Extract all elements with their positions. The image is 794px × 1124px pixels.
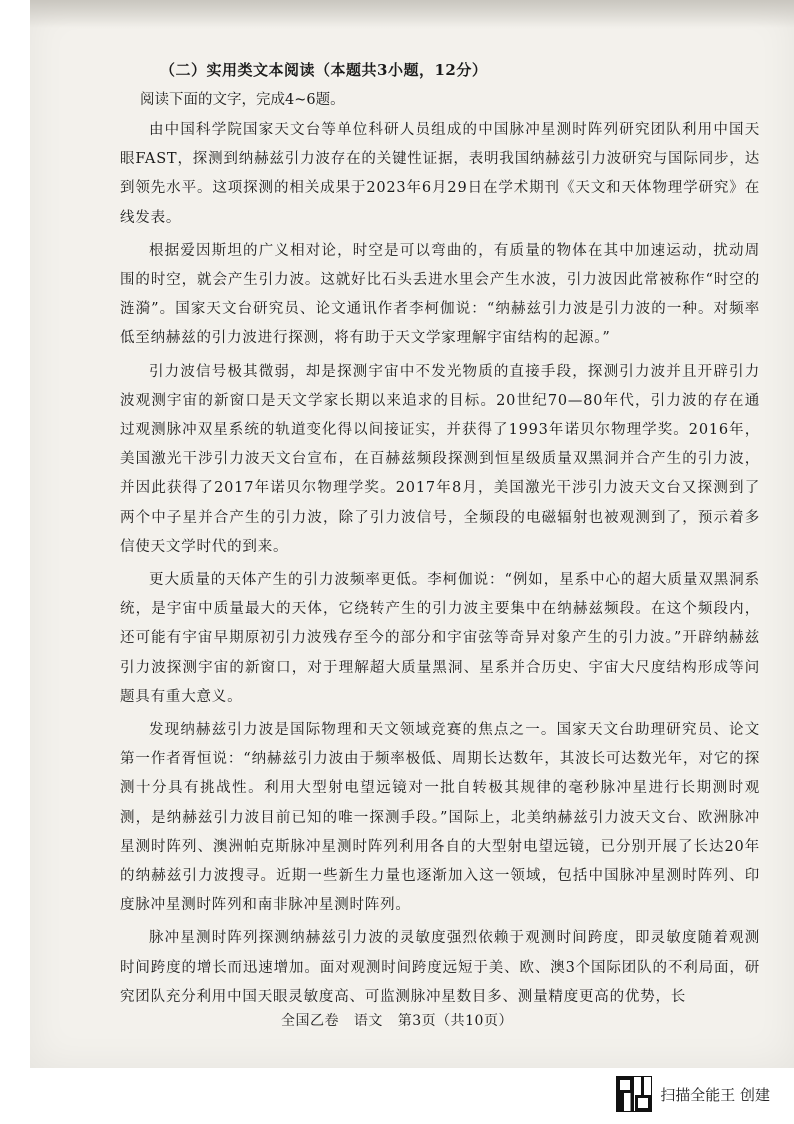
paragraph-2: 根据爱因斯坦的广义相对论，时空是可以弯曲的，有质量的物体在其中加速运动，扰动周围的时空，就会产生引力波。这就好比石头丢进水里会产生水波，引力波因此常被称作“时空的涟漪”。国家天文台研究员、论文通讯作者李柯伽说：“纳赫兹引力波是引力波的一种。对频率低至纳赫兹的引力波进行探测，将有助于天文学家理解宇宙结构的起源。” bbox=[120, 242, 760, 347]
paragraph-5: 发现纳赫兹引力波是国际物理和天文领域竞赛的焦点之一。国家天文台助理研究员、论文第一作者胥恒说：“纳赫兹引力波由于频率极低、周期长达数年，其波长可达数光年，对它的探测十分具有挑战性。利用大型射电望远镜对一批自转极其规律的毫秒脉冲星进行长期测时观测，是纳赫兹引力波目前已知的唯一探测手段。”国际上，北美纳赫兹引力波天文台、欧洲脉冲星测时阵列、澳洲帕克斯脉冲星测时阵列利用各自的大型射电望远镜，已分别开展了长达20年的纳赫兹引力波搜寻。近期一些新生力量也逐渐加入这一领域，包括中国脉冲星测时阵列、印度脉冲星测时阵列和南非脉冲星测时阵列。 bbox=[120, 722, 760, 914]
paragraph-6: 脉冲星测时阵列探测纳赫兹引力波的灵敏度强烈依赖于观测时间跨度，即灵敏度随着观测时间跨度的增长而迅速增加。面对观测时间跨度远短于美、欧、澳3个国际团队的不利局面，研究团队充分利用中国天眼灵敏度高、可监测脉冲星数目多、测量精度更高的优势，长 bbox=[120, 930, 760, 1005]
scan-shadow bbox=[30, 0, 794, 28]
reading-instruction: 阅读下面的文字，完成4~6题。 bbox=[140, 92, 345, 108]
section-heading: （二）实用类文本阅读（本题共3小题，12分） bbox=[160, 61, 488, 79]
footer-exam: 全国乙卷 bbox=[281, 1013, 340, 1029]
footer-subject: 语文 bbox=[353, 1013, 383, 1029]
scanner-watermark bbox=[616, 1074, 770, 1114]
qr-code-icon bbox=[616, 1076, 652, 1112]
paragraph-3: 引力波信号极其微弱，却是探测宇宙中不发光物质的直接手段，探测引力波并且开辟引力波观测宇宙的新窗口是天文学家长期以来追求的目标。20世纪70—80年代，引力波的存在通过观测脉冲双星系统的轨道变化得以间接证实，并获得了1993年诺贝尔物理学奖。2016年，美国激光干涉引力波天文台宣布，在百赫兹频段探测到恒星级质量双黑洞并合产生的引力波，并因此获得了2017年诺贝尔物理学奖。2017年8月，美国激光干涉引力波天文台又探测到了两个中子星并合产生的引力波，除了引力波信号，全频段的电磁辐射也被观测到了，预示着多信使天文学时代的到来。 bbox=[120, 363, 760, 555]
paragraph-4: 更大质量的天体产生的引力波频率更低。李柯伽说：“例如，星系中心的超大质量双黑洞系统，是宇宙中质量最大的天体，它绕转产生的引力波主要集中在纳赫兹频段。在这个频段内，还可能有宇宙早期原初引力波残存至今的部分和宇宙弦等奇异对象产生的引力波。”开辟纳赫兹引力波探测宇宙的新窗口，对于理解超大质量黑洞、星系并合历史、宇宙大尺度结构形成等问题具有重大意义。 bbox=[120, 572, 760, 705]
paragraph-1: 由中国科学院国家天文台等单位科研人员组成的中国脉冲星测时阵列研究团队利用中国天眼FAST，探测到纳赫兹引力波存在的关键性证据，表明我国纳赫兹引力波研究与国际同步，达到领先水平。这项探测的相关成果于2023年6月29日在学术期刊《天文和天体物理学研究》在线发表。 bbox=[120, 122, 760, 226]
watermark-text: 扫描全能王 创建 bbox=[660, 1085, 770, 1104]
document-body bbox=[120, 58, 760, 1016]
page-footer bbox=[0, 1010, 794, 1030]
footer-page: 第3页（共10页） bbox=[397, 1013, 513, 1029]
